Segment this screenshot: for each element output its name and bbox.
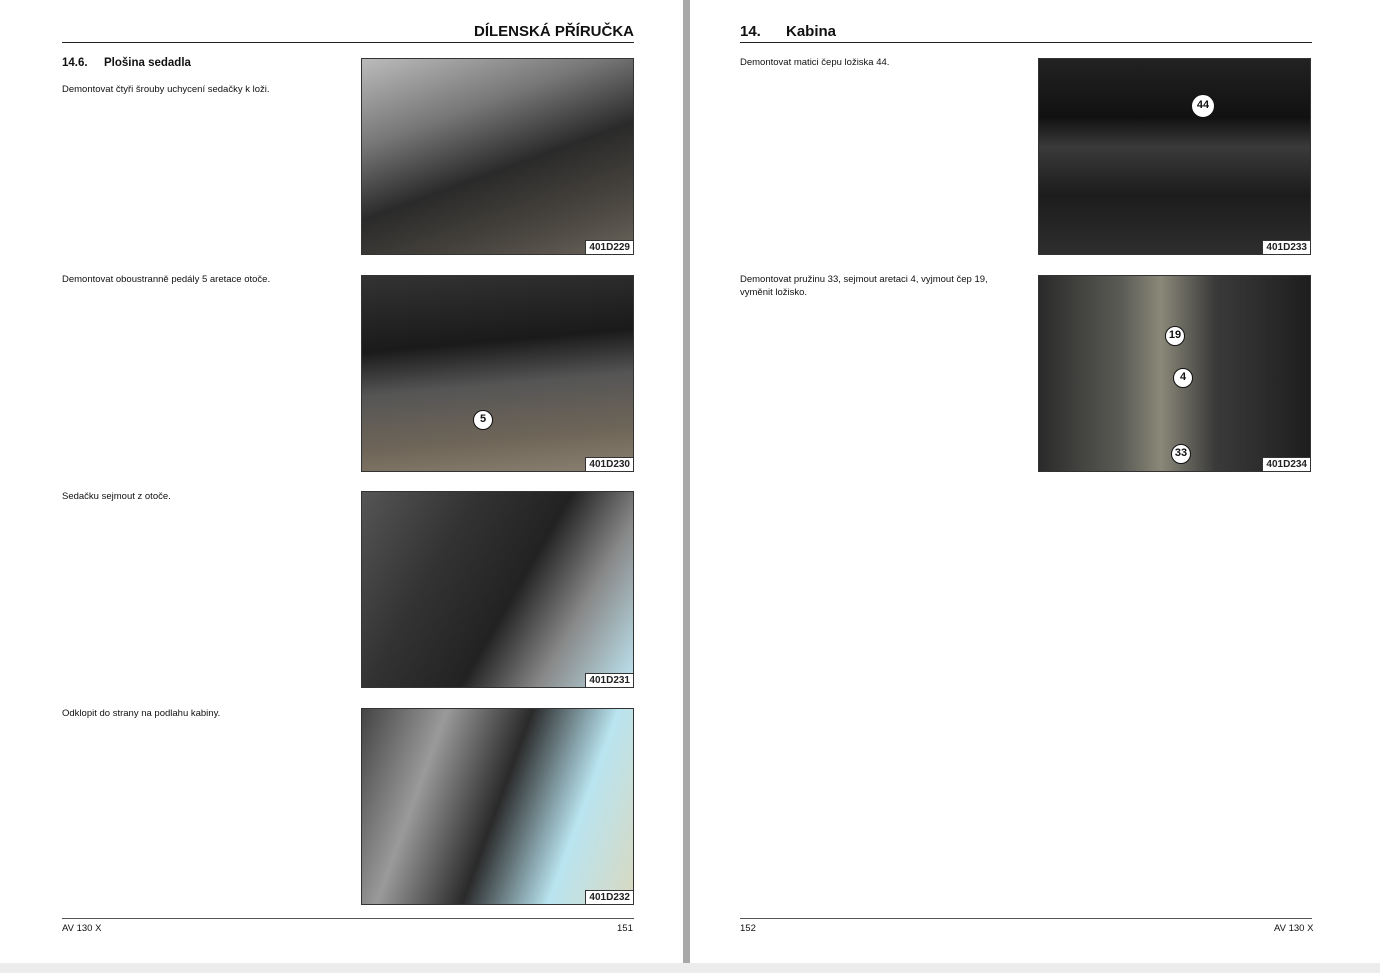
- photo: [361, 58, 634, 255]
- chapter-number: 14.: [740, 23, 761, 40]
- photo: [361, 491, 634, 688]
- section-title: Plošina sedadla: [104, 57, 191, 69]
- image-label: 401D229: [585, 240, 633, 254]
- image-label: 401D232: [585, 890, 633, 904]
- section-number: 14.6.: [62, 57, 88, 69]
- footer-model: AV 130 X: [1274, 923, 1314, 934]
- viewer-bottom-bar: [0, 963, 1380, 973]
- right-page: [690, 0, 1380, 963]
- page-number: 151: [617, 923, 633, 934]
- manual-title: DÍLENSKÁ PŘÍRUČKA: [473, 23, 634, 40]
- callout-19: 19: [1165, 326, 1185, 346]
- photo: [361, 275, 634, 472]
- photo: [1038, 58, 1311, 255]
- header-rule: [740, 42, 1312, 43]
- footer-model: AV 130 X: [62, 923, 102, 934]
- page-number: 152: [740, 923, 756, 934]
- image-label: 401D231: [585, 673, 633, 687]
- callout-33: 33: [1171, 444, 1191, 464]
- step-text: Odklopit do strany na podlahu kabiny.: [62, 708, 221, 719]
- image-label: 401D230: [585, 457, 633, 471]
- image-label: 401D233: [1262, 240, 1310, 254]
- footer-rule: [62, 918, 634, 919]
- chapter-title: Kabina: [786, 23, 837, 40]
- left-page: [0, 0, 683, 963]
- callout-5: 5: [473, 410, 493, 430]
- image-label: 401D234: [1262, 457, 1310, 471]
- step-text: Sedačku sejmout z otoče.: [62, 491, 171, 502]
- step-text: Demontovat oboustranně pedály 5 aretace otoče.: [62, 274, 271, 285]
- photo: [361, 708, 634, 905]
- header-rule: [62, 42, 634, 43]
- callout-44: 44: [1191, 94, 1215, 118]
- callout-4: 4: [1173, 368, 1193, 388]
- photo: [1038, 275, 1311, 472]
- step-text: Demontovat čtyři šrouby uchycení sedačky k loži.: [62, 84, 270, 95]
- step-text: Demontovat pružinu 33, sejmout aretaci 4, vyjmout čep 19, vyměnit ložisko.: [740, 274, 988, 298]
- footer-rule: [740, 918, 1312, 919]
- step-text: Demontovat matici čepu ložiska 44.: [740, 57, 890, 68]
